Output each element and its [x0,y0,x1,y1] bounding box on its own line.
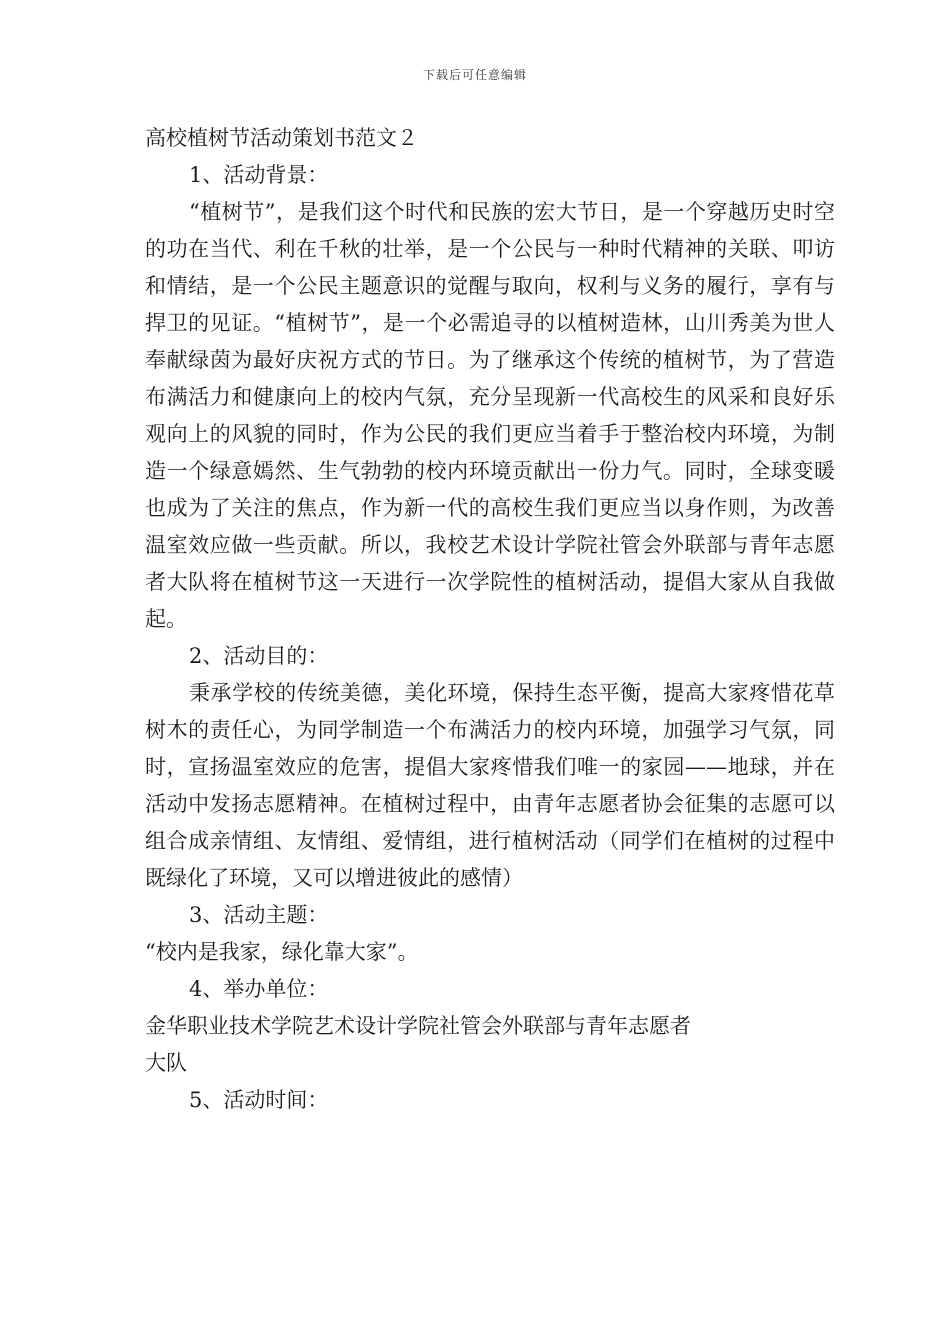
section-body-theme: “校内是我家，绿化靠大家”。 [145,940,419,964]
section-heading-purpose: 2、活动目的： [189,644,329,668]
document-title: 高校植树节活动策划书范文２ [145,126,418,150]
section-heading-organizer: 4、举办单位： [189,977,329,1001]
section-heading-background: 1、活动背景： [189,163,329,187]
section-heading-time: 5、活动时间： [189,1088,329,1112]
section-heading-theme: 3、活动主题： [189,903,329,927]
section-body-organizer-line2: 大队 [145,1051,187,1075]
section-body-background: “植树节”，是我们这个时代和民族的宏大节日，是一个穿越历史时空的功在当代、利在千秋的壮举，是一个公民与一种时代精神的关联、叩访和情结，是一个公民主题意识的觉醒与取向，权利与义务的履行，享有与捍卫的见证。“植树节”，是一个必需追寻的以植树造林，山川秀美为世人奉献绿茵为最好庆祝方式的节日。为了继承这个传统的植树节，为了营造布满活力和健康向上的校内气氛，充分呈现新一代高校生的风采和良好乐观向上的风貌的同时，作为公民的我们更应当着手于整治校内环境，为制造一个绿意嫣然、生气勃勃的校内环境贡献出一份力气。同时，全球变暖也成为了关注的焦点，作为新一代的高校生我们更应当以身作则，为改善温室效应做一些贡献。所以，我校艺术设计学院社管会外联部与青年志愿者大队将在植树节这一天进行一次学院性的植树活动，提倡大家从自我做起。 [145,200,835,631]
document-body [145,120,835,1119]
page-header-note: 下载后可任意编辑 [422,68,527,82]
section-body-organizer-line1: 金华职业技术学院艺术设计学院社管会外联部与青年志愿者 [145,1014,691,1038]
section-body-purpose: 秉承学校的传统美德，美化环境，保持生态平衡，提高大家疼惜花草树木的责任心，为同学制造一个布满活力的校内环境，加强学习气氛，同时，宣扬温室效应的危害，提倡大家疼惜我们唯一的家园——地球，并在活动中发扬志愿精神。在植树过程中，由青年志愿者协会征集的志愿可以组合成亲情组、友情组、爱情组，进行植树活动（同学们在植树的过程中既绿化了环境，又可以增进彼此的感情） [145,681,835,890]
